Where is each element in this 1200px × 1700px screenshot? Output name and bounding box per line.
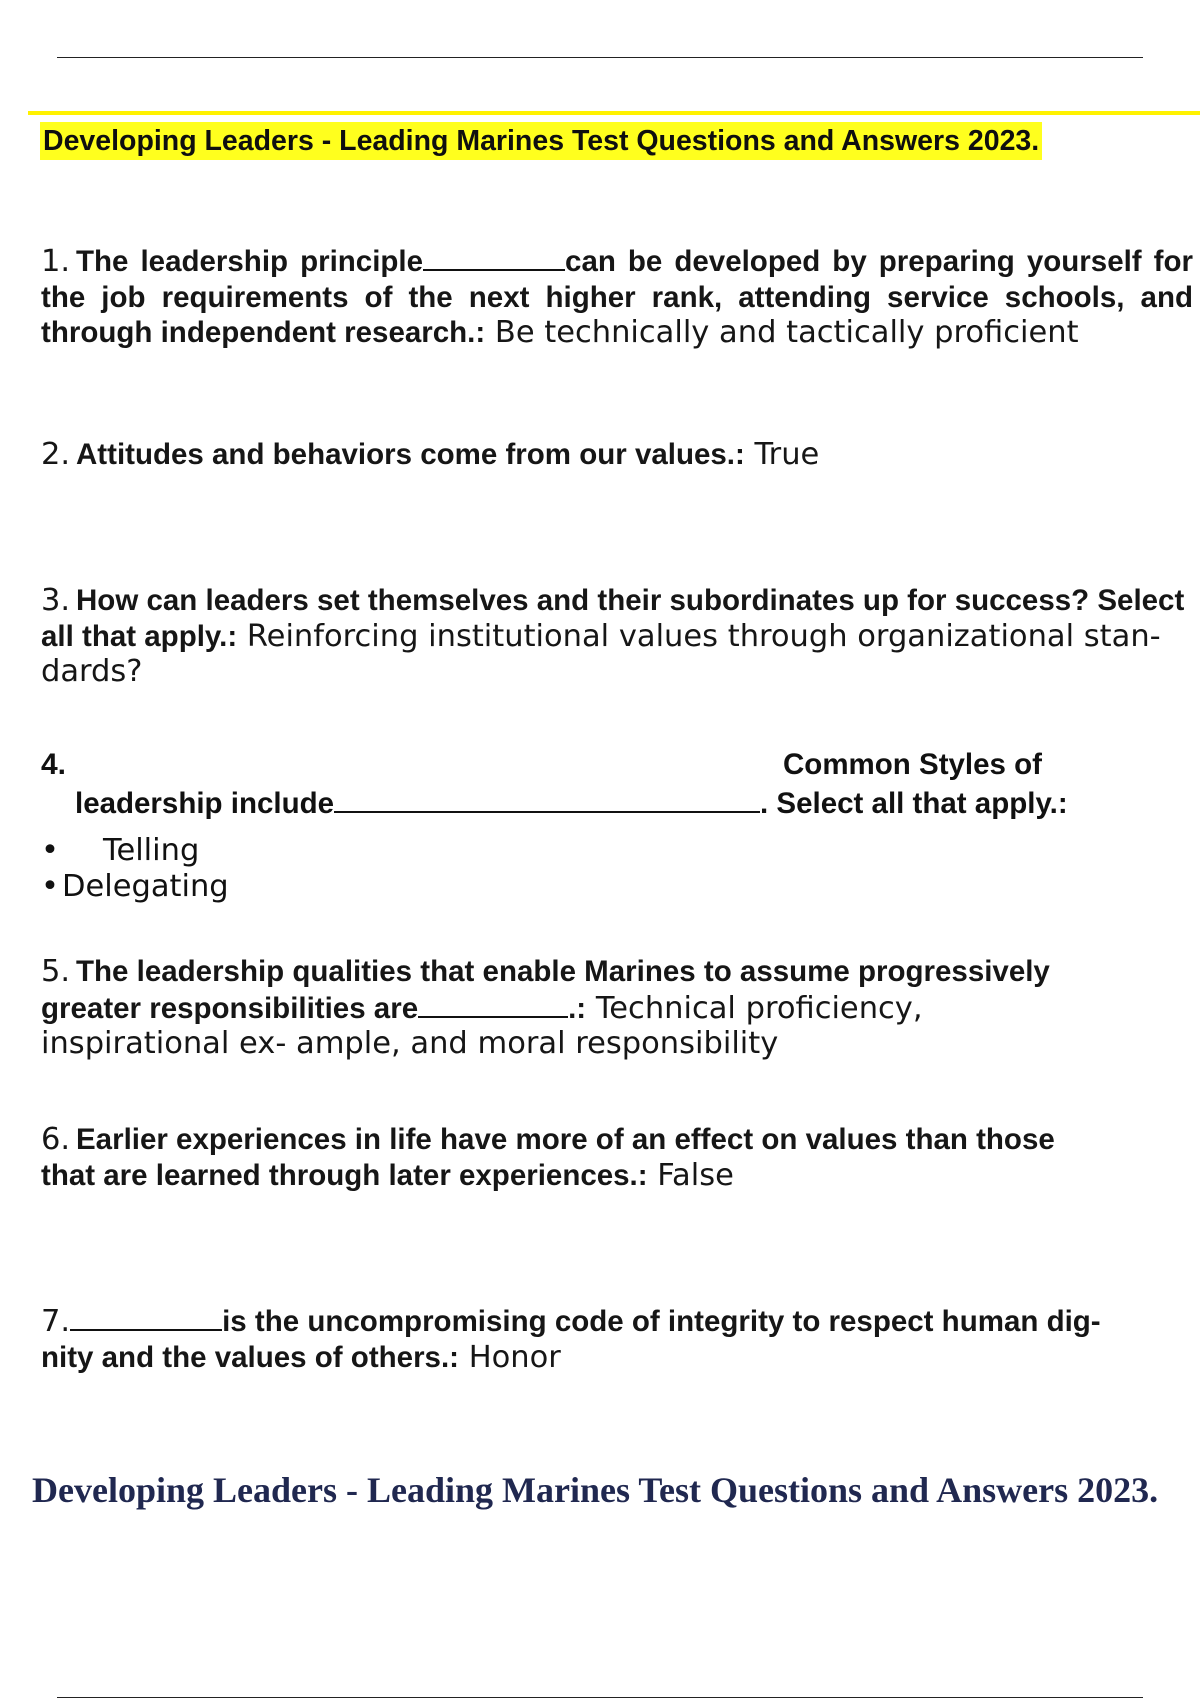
fill-in-blank (423, 243, 565, 271)
question-number: 3. (41, 583, 71, 618)
answer-text: inspirational ex- ample, and moral responsibility (41, 1026, 779, 1061)
answer-text: Reinforcing institutional values through organizational stan- dards? (41, 618, 1161, 689)
question-7 (41, 1303, 1193, 1375)
question-text-line (75, 785, 1068, 821)
fill-in-blank (334, 785, 760, 813)
question-2 (41, 437, 1193, 473)
question-text: greater responsibilities are (41, 991, 419, 1025)
question-3 (41, 583, 1193, 690)
bullet-icon: • (41, 869, 59, 904)
question-number: 1. (41, 244, 71, 279)
answer-text: Honor (468, 1339, 561, 1375)
question-6 (41, 1122, 1193, 1193)
answer-text: True (754, 437, 820, 472)
top-rule (57, 57, 1143, 58)
highlight-rule (28, 111, 1200, 115)
question-text: The leadership principle (76, 245, 424, 278)
fill-in-blank (418, 990, 568, 1018)
answer-text: Technical proficiency, (595, 990, 923, 1026)
answer-text: Delegating (62, 869, 229, 904)
answer-list (41, 833, 229, 905)
question-text: is the uncompromising code of integrity to respect human dig- (222, 1305, 1101, 1338)
question-text: Earlier experiences in life have more of an effect on values than those (76, 1123, 1055, 1156)
question-text: .: (568, 991, 587, 1025)
answer-text: False (657, 1157, 734, 1193)
question-text: can be developed by preparing yourself for the job requirements of the next higher rank, attending service schools, and through independent research.: (41, 245, 1193, 349)
list-item (41, 833, 229, 869)
question-text: The leadership qualities that enable Marines to assume progressively (76, 955, 1050, 988)
question-1 (41, 243, 1193, 351)
question-text: Common Styles of (783, 748, 1042, 781)
question-text: nity and the values of others.: (41, 1340, 459, 1374)
question-text: that are learned through later experiences.: (41, 1158, 648, 1192)
question-text: leadership include (75, 787, 335, 820)
list-item (41, 869, 229, 905)
question-number: 6. (41, 1122, 71, 1157)
question-text: How can leaders set themselves and their subordinates up for success? Select all that apply.: (41, 584, 1185, 653)
question-number: 7. (41, 1304, 71, 1339)
question-text: Attitudes and behaviors come from our values.: (76, 438, 745, 471)
question-number: 4. (41, 748, 67, 781)
bottom-rule (57, 1697, 1143, 1698)
question-number: 5. (41, 954, 71, 989)
question-number: 2. (41, 437, 71, 472)
bullet-icon: • (41, 833, 59, 868)
question-text: . Select all that apply.: (760, 787, 1068, 820)
footer-title: Developing Leaders - Leading Marines Test Questions and Answers 2023. (32, 1470, 1159, 1510)
question-5 (41, 954, 1193, 1062)
answer-text: Telling (103, 833, 200, 868)
fill-in-blank (70, 1303, 222, 1331)
page-title: Developing Leaders - Leading Marines Test Questions and Answers 2023. (40, 122, 1042, 160)
answer-text: Be technically and tactically proficient (494, 315, 1079, 350)
